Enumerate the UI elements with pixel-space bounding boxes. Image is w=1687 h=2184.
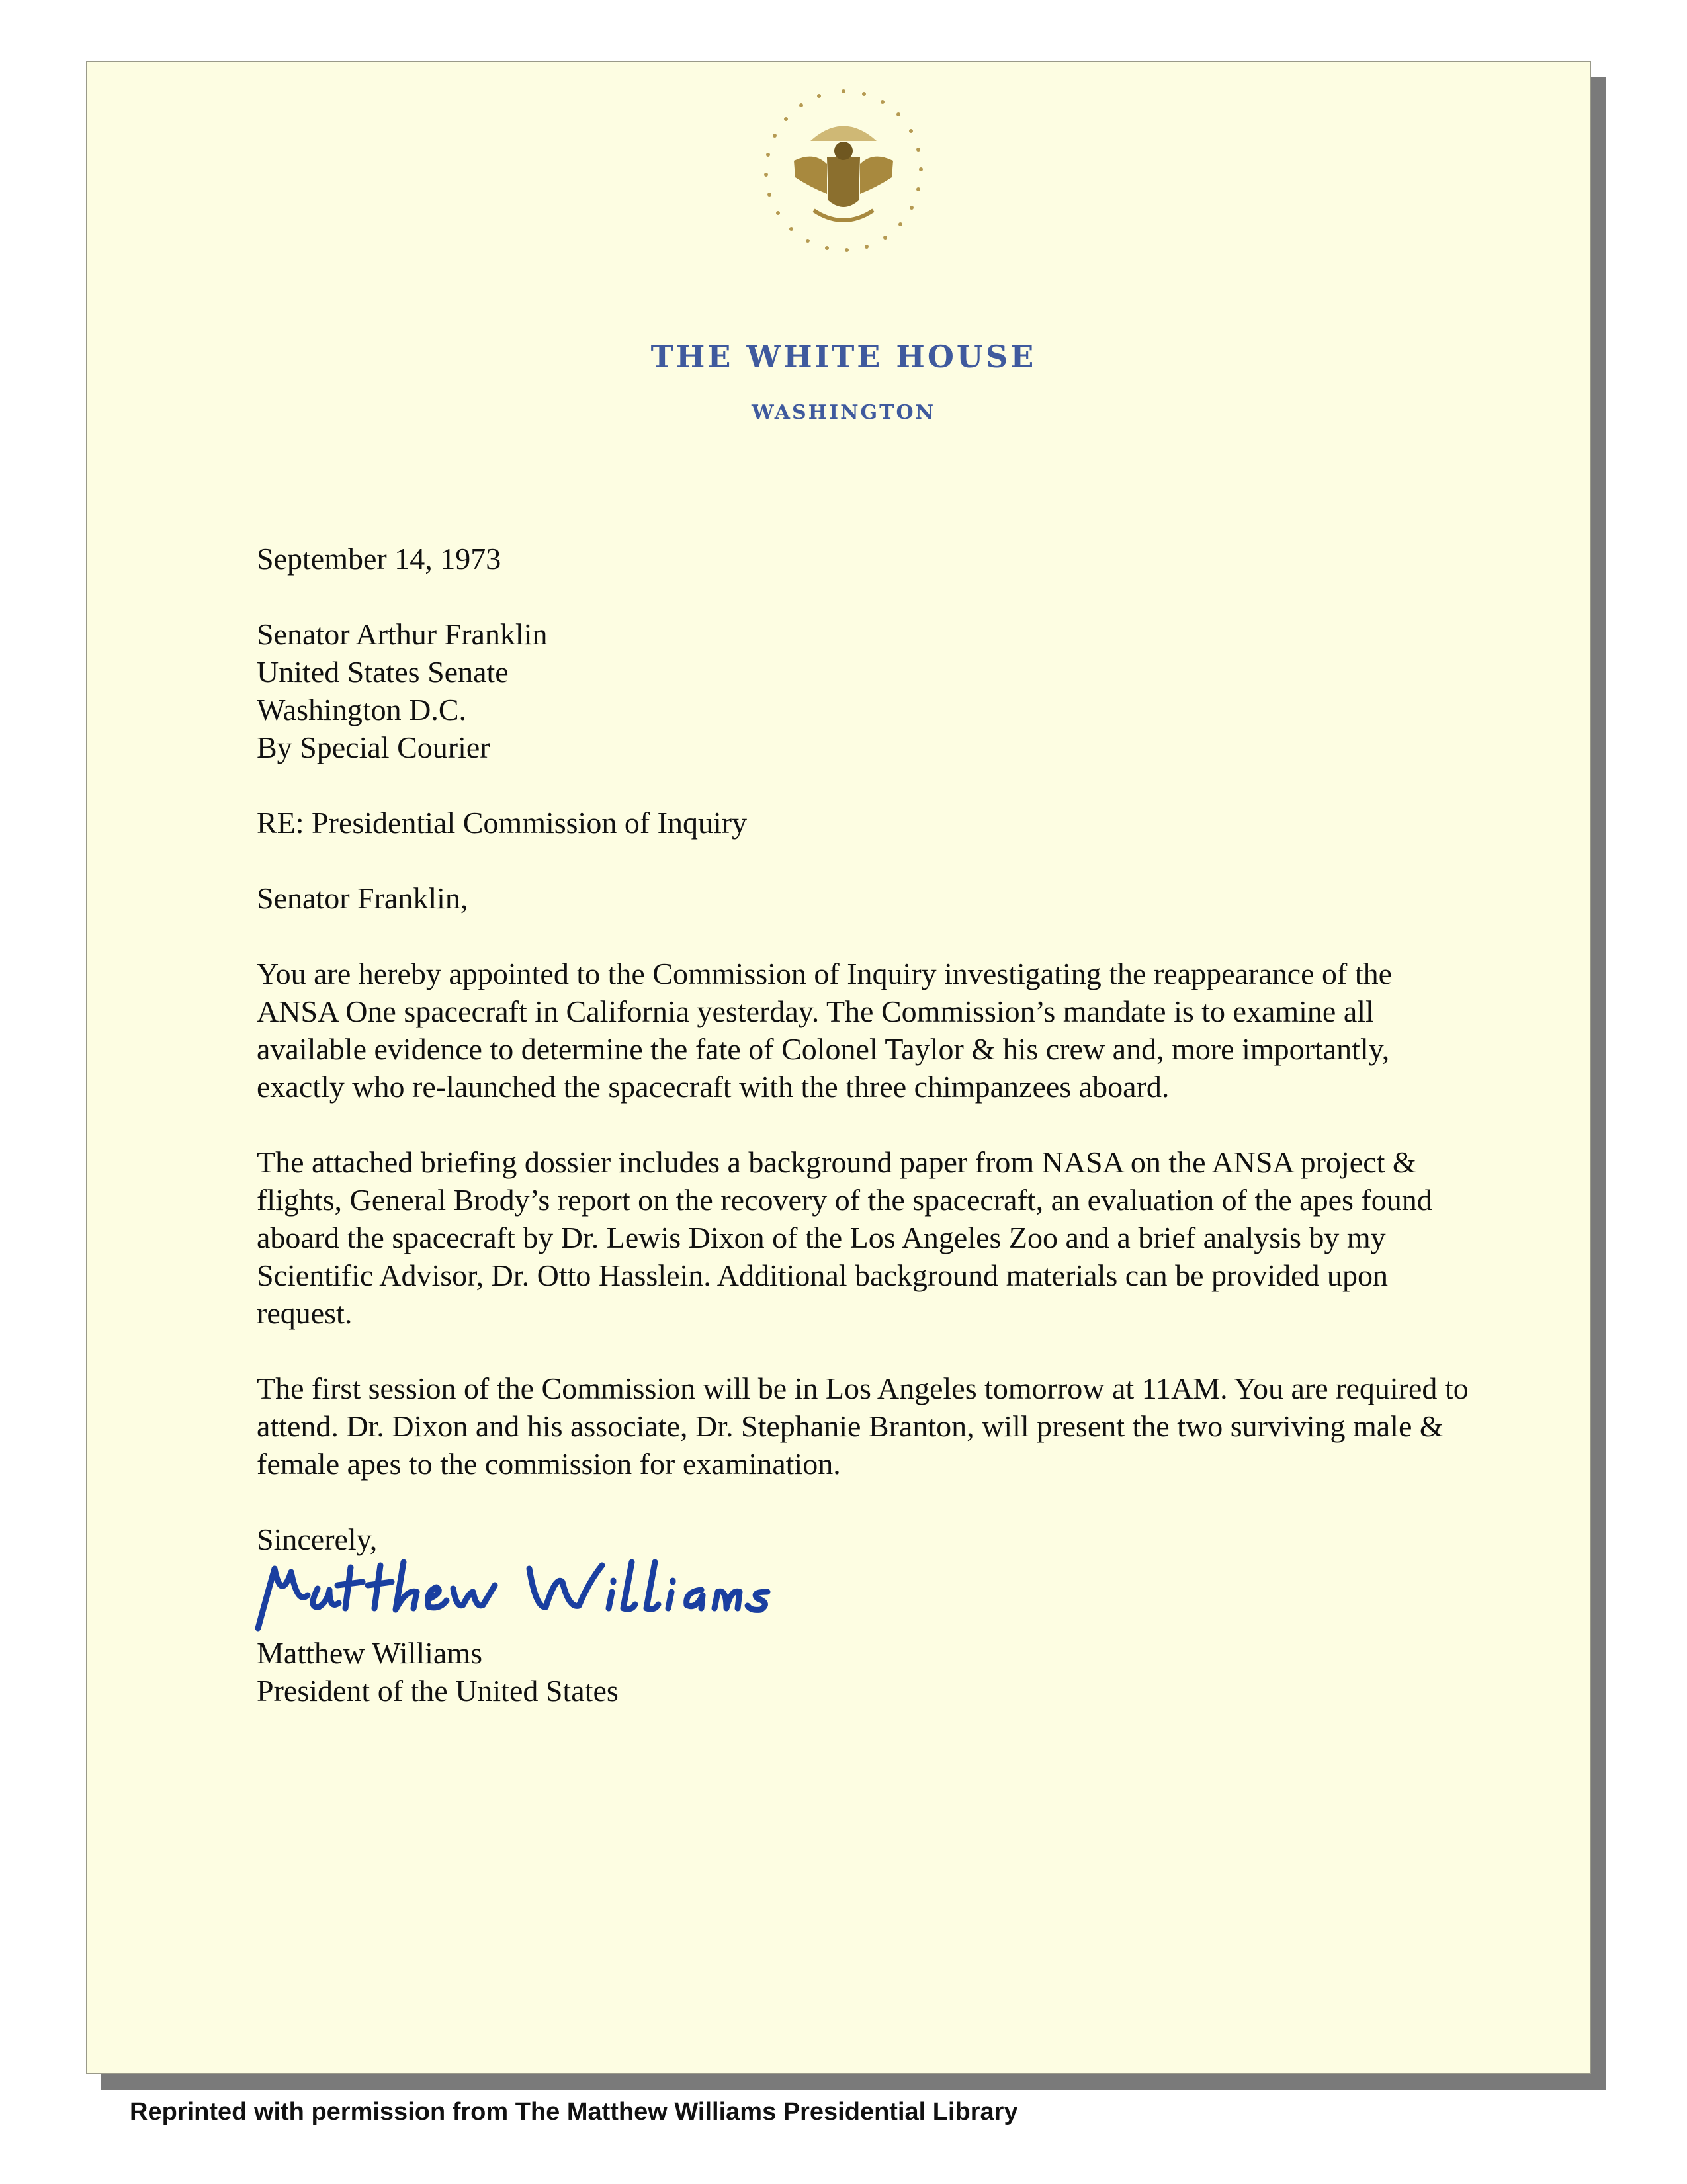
- body-paragraph: The first session of the Commission will be in Los Angeles tomorrow at 11AM. You are required to attend. Dr. Dixon and his associate, Dr. Stephanie Branton, will present the two surviving male & female apes to the commission for examination.: [257, 1372, 1469, 1481]
- recipient-line: Senator Arthur Franklin: [257, 617, 548, 651]
- letterhead-subtitle: WASHINGTON: [751, 401, 935, 424]
- recipient-line: By Special Courier: [257, 730, 490, 764]
- letterhead-title: THE WHITE HOUSE: [650, 339, 1037, 374]
- signer-name: Matthew Williams: [257, 1636, 482, 1670]
- recipient-line: United States Senate: [257, 655, 509, 689]
- closing: Sincerely,: [257, 1522, 378, 1556]
- footer-note: Reprinted with permission from The Matthew Williams Presidential Library: [130, 2098, 1018, 2126]
- signature-icon: [245, 1555, 840, 1638]
- salutation: Senator Franklin,: [257, 881, 468, 915]
- signer-title: President of the United States: [257, 1674, 619, 1708]
- body-paragraph: You are hereby appointed to the Commission of Inquiry investigating the reappearance of the ANSA One spacecraft in California yesterday. The Commission’s mandate is to examine all available evidence to determine the fate of Colonel Taylor & his crew and, more importantly, exactly who re-launched the spacecraft with the three chimpanzees aboard.: [257, 957, 1393, 1104]
- letter-body: [257, 540, 1474, 1710]
- subject-line: RE: Presidential Commission of Inquiry: [257, 806, 748, 840]
- letter-date: September 14, 1973: [257, 542, 501, 576]
- presidential-seal-icon: [748, 78, 939, 270]
- recipient-line: Washington D.C.: [257, 693, 467, 726]
- body-paragraph: The attached briefing dossier includes a background paper from NASA on the ANSA project & flights, General Brody’s report on the recovery of the spacecraft, an evaluation of the apes found aboard the spacecraft by Dr. Lewis Dixon of the Los Angeles Zoo and a brief analysis by my Scientific Advisor, Dr. Otto Hasslein. Additional background materials can be provided upon request.: [257, 1145, 1432, 1330]
